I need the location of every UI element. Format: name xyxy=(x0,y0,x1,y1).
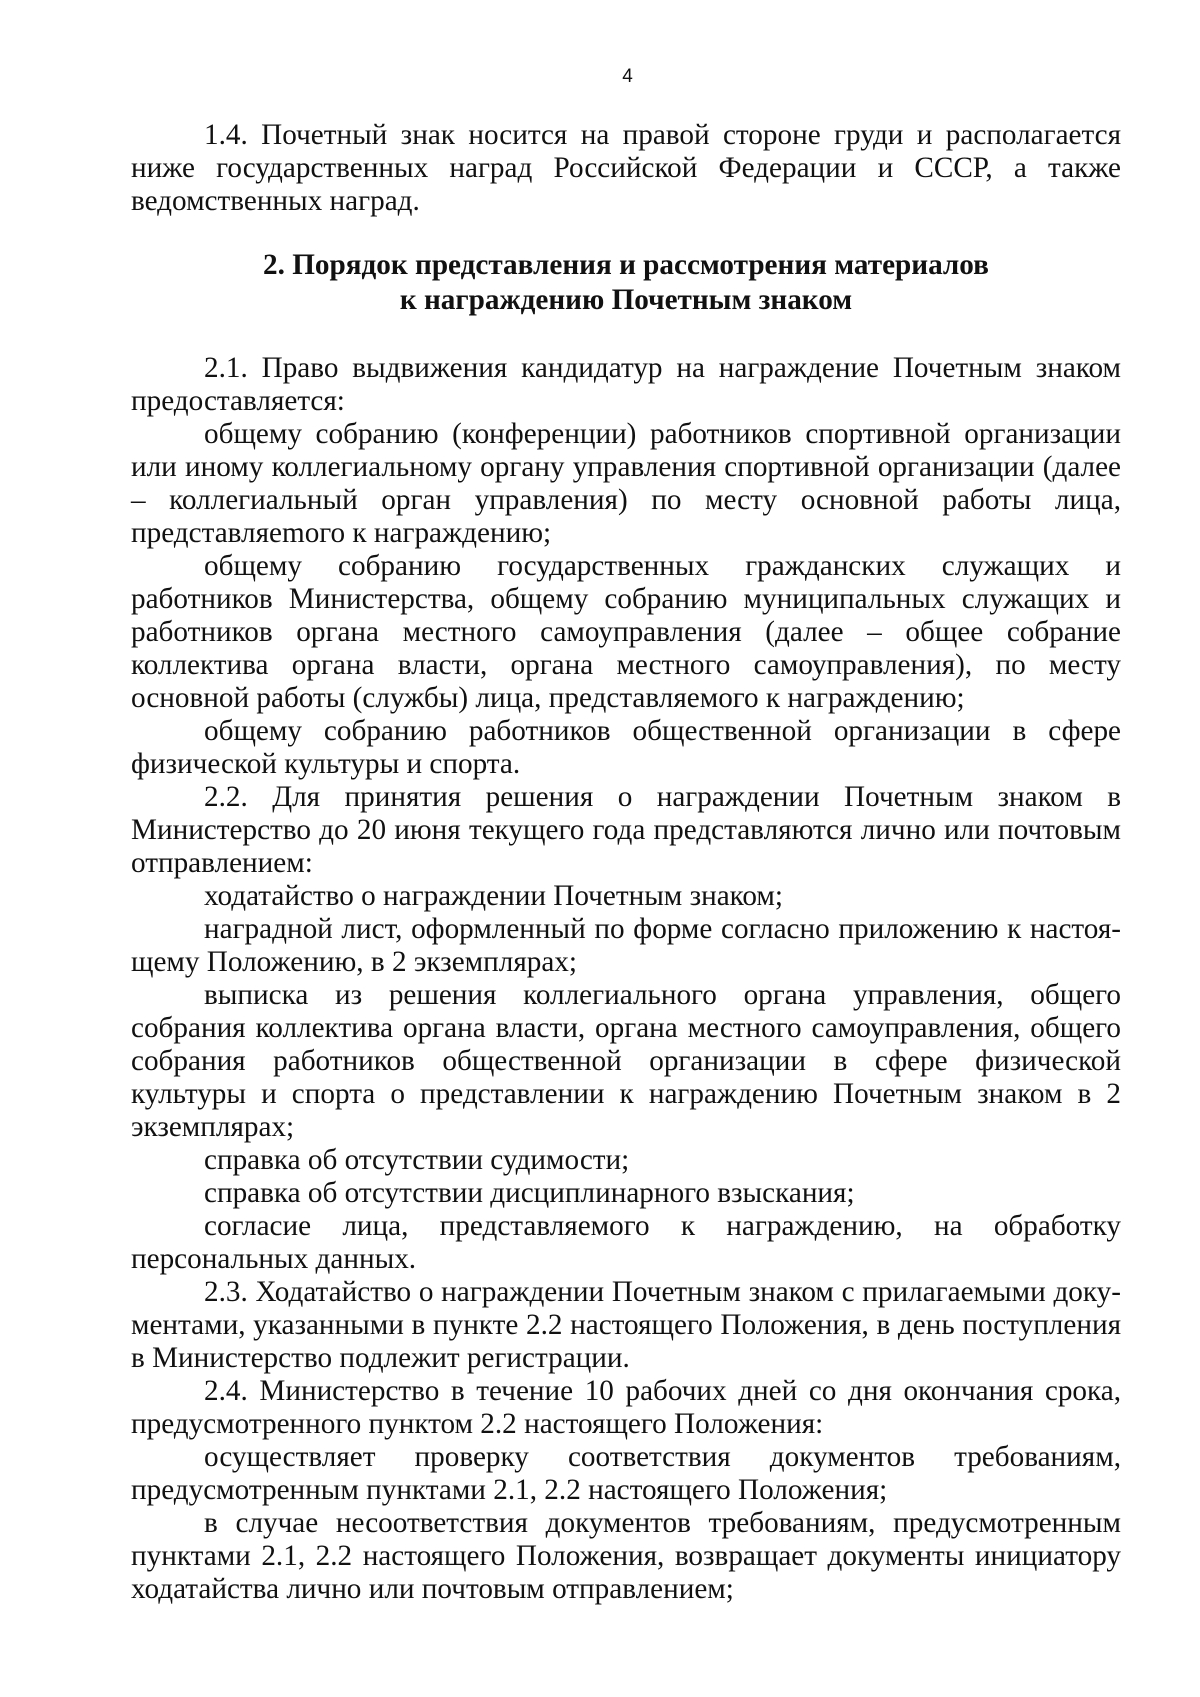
section-heading-line-1: 2. Порядок представления и рассмотрения материалов xyxy=(263,249,989,281)
paragraph-2-2: 2.2. Для принятия решения о награждении Почетным знаком в Министерство до 20 июня текущего года представляются лично или почтовым отправлением: xyxy=(131,781,1121,879)
list-item: выписка из решения коллегиального органа управления, общего собрания коллектива органа власти, органа местного самоуправления, общего собрания работников общественной организации в сфере физической культуры и спорта о представлении к награждению Почетным знаком в 2 экземплярах; xyxy=(131,979,1121,1143)
list-item: осуществляет проверку соответствия документов требованиям, предусмотренным пунктами 2.1, 2.2 настоящего Положения; xyxy=(131,1441,1121,1506)
list-item: справка об отсутствии дисциплинарного взыскания; xyxy=(204,1177,855,1209)
list-item: ходатайство о награждении Почетным знаком; xyxy=(204,880,783,912)
list-item: общему собранию (конференции) работников спортивной организации или иному коллегиальному органу управления спортивной организации (далее – коллегиальный орган управления) по месту основной работы лица, представляеmого к награждению; xyxy=(131,418,1121,549)
list-item: согласие лица, представляемого к награждению, на обработку персональных данных. xyxy=(131,1210,1121,1275)
list-item: в случае несоответствия документов требованиям, предусмотренным пунктами 2.1, 2.2 настоящего Положения, возвращает документы инициатору ходатайства лично или почтовым отправлением; xyxy=(131,1507,1121,1605)
list-item: справка об отсутствии судимости; xyxy=(204,1144,630,1176)
paragraph-2-3: 2.3. Ходатайство о награждении Почетным знаком с прилагаемыми документами, указанными в пункте 2.2 настоящего Положения, в день поступления в Министерство подлежит регистрации. xyxy=(131,1276,1121,1374)
paragraph-2-1: 2.1. Право выдвижения кандидатур на награждение Почетным знаком предоставляется: xyxy=(131,352,1121,417)
page-number: 4 xyxy=(622,66,633,87)
list-item: общему собранию государственных гражданских служащих и работников Министерства, общему собранию муниципальных служащих и работников органа местного самоуправления (далее – общее собрание коллектива органа власти, органа местного самоуправления), по месту основной работы (службы) лица, представляемого к награждению; xyxy=(131,550,1121,714)
document-body xyxy=(131,119,1121,1606)
paragraph-1-4: 1.4. Почетный знак носится на правой стороне груди и располагается ниже государственных наград Российской Федерации и СССР, а также ведомственных наград. xyxy=(131,119,1121,217)
paragraph-2-4: 2.4. Министерство в течение 10 рабочих дней со дня окончания срока, предусмотренного пунктом 2.2 настоящего Положения: xyxy=(131,1375,1121,1440)
list-item: общему собранию работников общественной организации в сфере физической культуры и спорта. xyxy=(131,715,1121,780)
list-item: наградной лист, оформленный по форме согласно приложению к настоящему Положению, в 2 экземплярах; xyxy=(131,913,1121,978)
section-heading xyxy=(131,248,1121,318)
section-heading-line-2: к награждению Почетным знаком xyxy=(399,284,853,316)
